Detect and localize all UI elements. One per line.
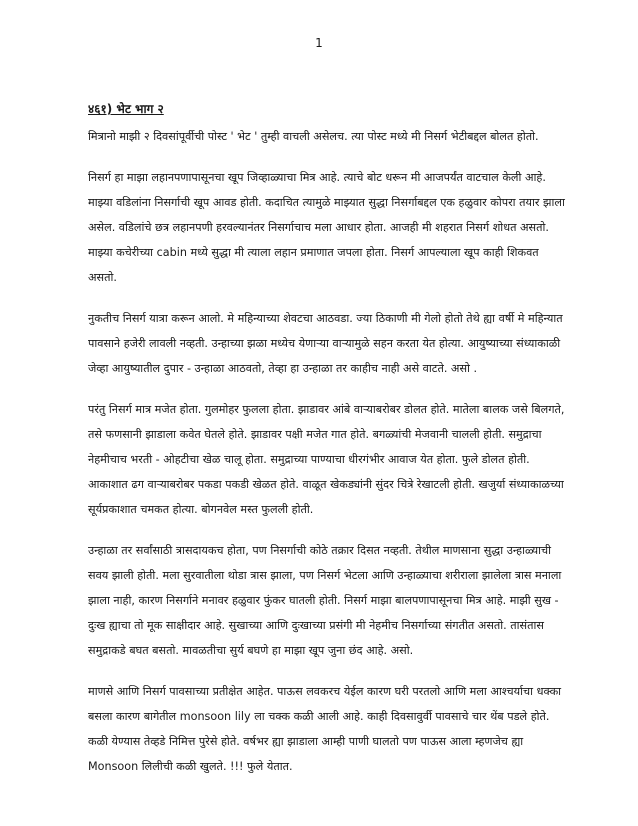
post-body <box>88 124 568 795</box>
paragraph-childhood-friend: निसर्ग हा माझा लहानपणापासूनचा खूप जिव्हाळ्याचा मित्र आहे. त्याचे बोट धरून मी आजपर्यंत वाटचाल केली आहे. माझ्या वडिलांना निसर्गाची खूप आवड होती. कदाचित त्यामुळे माझ्यात सुद्धा निसर्गाबद्दल एक हळुवार कोपरा तयार झाला असेल. वडिलांचे छत्र लहानपणी हरवल्यानंतर निसर्गाचाच मला आधार होता. आजही मी शहरात निसर्ग शोधत असतो. माझ्या कचेरीच्या cabin मध्ये सुद्धा मी त्याला लहान प्रमाणात जपला होता. निसर्ग आपल्याला खूप काही शिकवत असतो. <box>88 171 565 284</box>
paragraph-summer: उन्हाळा तर सर्वांसाठी त्रासदायकच होता, पण निसर्गाची कोठे तक्रार दिसत नव्हती. तेथील माणसाना सुद्धा उन्हाळ्याची सवय झाली होती. मला सुरवातीला थोडा त्रास झाला, पण निसर्ग भेटला आणि उन्हाळ्याचा शरीराला झालेला त्रास मनाला झाला नाही, कारण निसर्गाने मनावर हळुवार फुंकर घातली होती. निसर्ग माझा बालपणापासूनचा मित्र आहे. माझी सुख - दुःख ह्याचा तो मूक साक्षीदार आहे. सुखाच्या आणि दुःखाच्या प्रसंगी मी नेहमीच निसर्गाच्या संगतीत असतो. तासंतास समुद्राकडे बघत बसतो. मावळतीचा सुर्य बघणे हा माझा खूप जुना छंद आहे. असो. <box>88 544 562 657</box>
paragraph-monsoon-lily: माणसे आणि निसर्ग पावसाच्या प्रतीक्षेत आहेत. पाऊस लवकरच येईल कारण घरी परतलो आणि मला आश्चर्याचा धक्का बसला कारण बागेतील monsoon lily ला चक्क कळी आली आहे. काही दिवसावुर्वी पावसाचे चार थेंब पडले होते. कळी येण्यास तेव्हडे निमित्त पुरेसे होते. वर्षभर ह्या झाडाला आम्ही पाणी घालतो पण पाऊस आला म्हणजेच ह्या Monsoon लिलीची कळी खुलते. !!! फुले येतात. <box>88 685 562 773</box>
post-heading: ४६१) भेट भाग २ <box>88 102 164 116</box>
paragraph-nature-joy: परंतु निसर्ग मात्र मजेत होता. गुलमोहर फुलला होता. झाडावर आंबे वाऱ्याबरोबर डोलत होते. मातेला बालक जसे बिलगते, तसे फणसानी झाडाला कवेत घेतले होते. झाडावर पक्षी मजेत गात होते. बगळ्यांची मेजवानी चालली होती. समुद्राचा नेहमीचाच भरती - ओहटीचा खेळ चालू होता. समुद्राच्या पाण्याचा धीरगंभीर आवाज येत होता. फुले डोलत होती. आकाशात ढग वाऱ्याबरोबर पकडा पकडी खेळत होते. वाळूत खेकड्यांनी सुंदर चित्रे रेखाटली होती. खजुर्या संध्याकाळच्या सूर्यप्रकाशात चमकत होत्या. बोगनवेल मस्त फुलली होती. <box>88 403 565 516</box>
paragraph-nature-trip: नुकतीच निसर्ग यात्रा करून आलो. मे महिन्याच्या शेवटचा आठवडा. ज्या ठिकाणी मी गेलो होतो तेथे ह्या वर्षी मे महिन्यात पावसाने हजेरी लावली नव्हती. उन्हाच्या झळा मध्येच येणाऱ्या वाऱ्यामुळे सहन करता येत होत्या. आयुष्याच्या संध्याकाळी जेव्हा आयुष्यातील दुपार - उन्हाळा आठवतो, तेव्हा हा उन्हाळा तर काहीच नाही असे वाटते. असो . <box>88 312 563 375</box>
paragraph-intro: मित्रानो माझी २ दिवसांपूर्वीची पोस्ट ' भेट ' तुम्ही वाचली असेलच. त्या पोस्ट मध्ये मी निसर्ग भेटीबद्दल बोलत होतो. <box>88 130 539 143</box>
page-number: 1 <box>315 36 323 50</box>
